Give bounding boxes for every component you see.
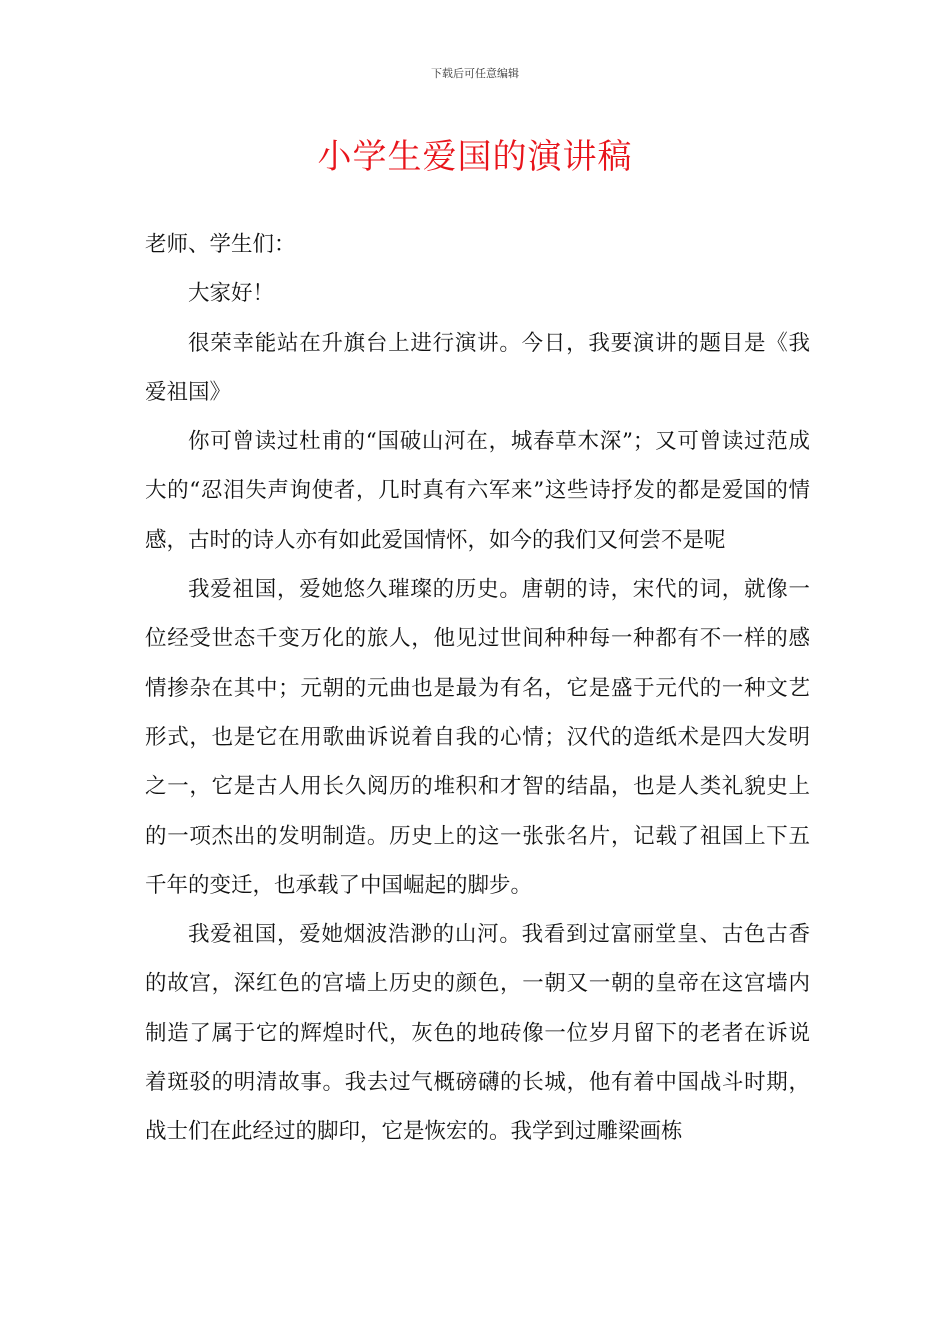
greeting: 大家好！: [188, 281, 275, 307]
paragraph-poems: 你可曾读过杜甫的“国破山河在，城春草木深”；又可曾读过范成大的“忍泪失声询使者，几时真有六军来”这些诗抒发的都是爱国的情感，古时的诗人亦有如此爱国情怀，如今的我们又何尝不是呢: [145, 429, 810, 553]
document-body: [145, 220, 810, 1157]
header-note: 下载后可任意编辑: [431, 67, 519, 80]
paragraph-intro: 很荣幸能站在升旗台上进行演讲。今日，我要演讲的题目是《我爱祖国》: [145, 330, 810, 405]
paragraph-landscape: 我爱祖国，爱她烟波浩渺的山河。我看到过富丽堂皇、古色古香的故宫，深红色的宫墙上历史的颜色，一朝又一朝的皇帝在这宫墙内制造了属于它的辉煌时代，灰色的地砖像一位岁月留下的老者在诉说着斑驳的明清故事。我去过气概磅礴的长城，他有着中国战斗时期，战士们在此经过的脚印，它是恢宏的。我学到过雕梁画栋: [145, 922, 810, 1145]
salutation: 老师、学生们：: [145, 232, 296, 257]
document-title: 小学生爱国的演讲稿: [317, 137, 633, 177]
paragraph-history: 我爱祖国，爱她悠久璀璨的历史。唐朝的诗，宋代的词，就像一位经受世态千变万化的旅人，他见过世间种种每一种都有不一样的感情掺杂在其中；元朝的元曲也是最为有名，它是盛于元代的一种文艺形式，也是它在用歌曲诉说着自我的心情；汉代的造纸术是四大发明之一，它是古人用长久阅历的堆积和才智的结晶，也是人类礼貌史上的一项杰出的发明制造。历史上的这一张张名片，记载了祖国上下五千年的变迁，也承载了中国崛起的脚步。: [145, 577, 810, 898]
